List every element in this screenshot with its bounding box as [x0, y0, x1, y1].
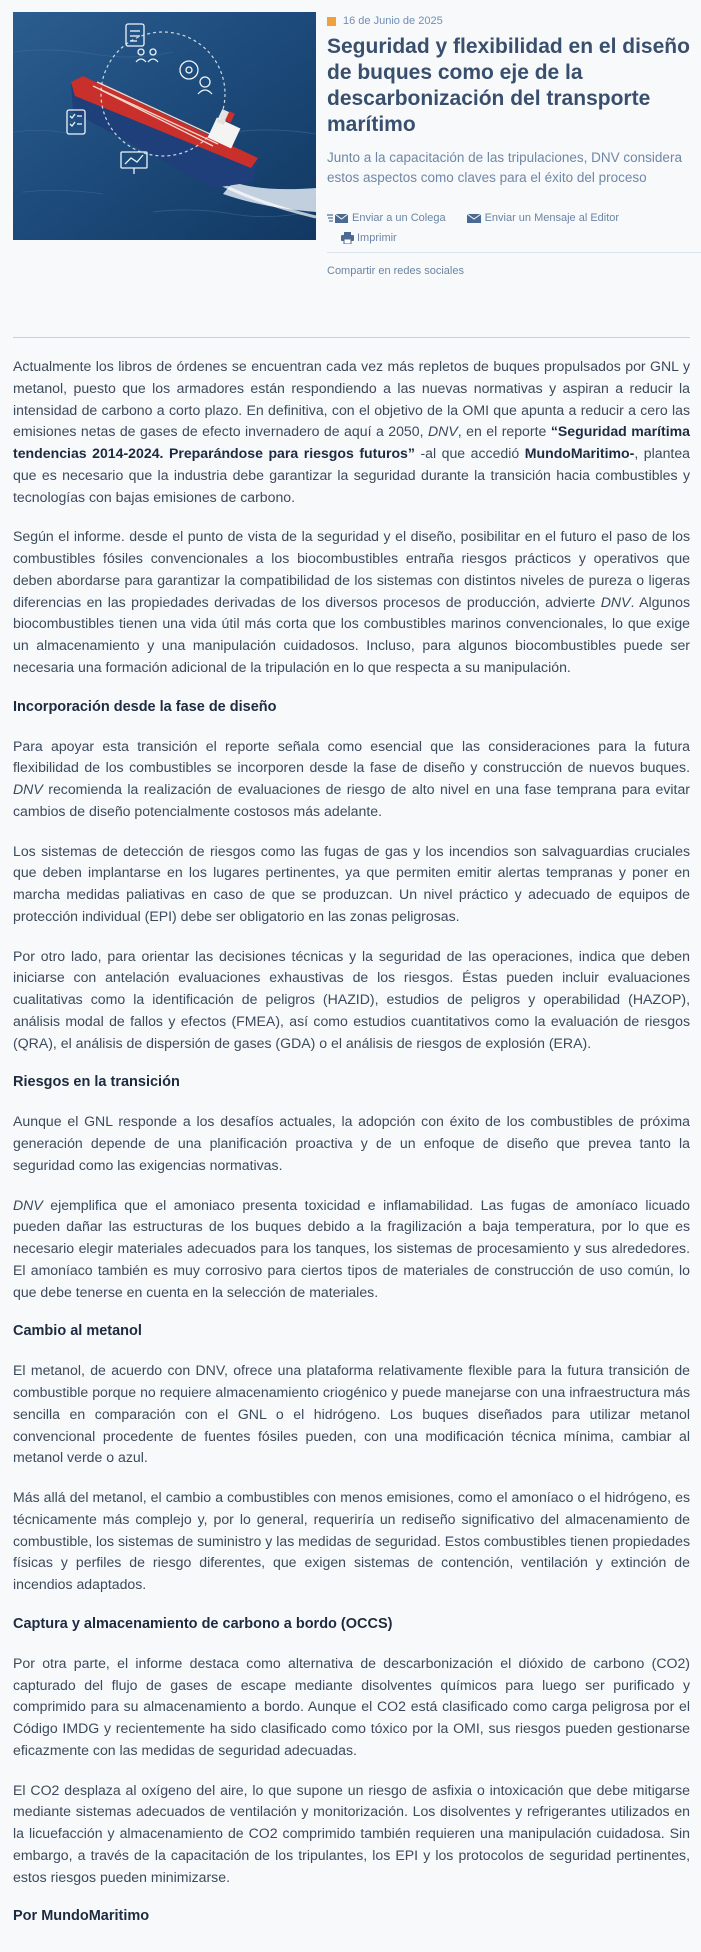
org-name: DNV: [600, 593, 631, 610]
send-to-editor-label: Enviar un Mensaje al Editor: [484, 212, 620, 224]
paragraph-10: Por otra parte, el informe destaca como alternativa de descarbonización el dióxido de carbono (CO2) capturado del flujo de gases de escape mediante disolventes químicos para luego ser purificado y comprimido para su almacenamiento a bordo. Aunque el CO2 está clasificado como carga peligrosa por el Código IMDG y recientemente ha sido clasificado como tóxico por la OMI, sus riesgos pueden gestionarse eficazmente con las medidas de seguridad adecuadas.: [13, 1654, 690, 1758]
paragraph-2: [13, 526, 690, 678]
forward-mail-icon: [327, 213, 349, 224]
section-heading-methanol: Cambio al metanol: [13, 1323, 142, 1340]
paragraph-4: Los sistemas de detección de riesgos como las fugas de gas y los incendios son salvaguardias cruciales que deben implantarse en los lugares pertinentes, ya que permiten emitir alertas tempranas y poner en marcha medidas paliativas en caso de que se produzcan. Un nivel práctico y adecuado de equipos de protección individual (EPI) debe ser obligatorio en las zonas peligrosas.: [13, 842, 690, 924]
text-segment: -al que accedió: [420, 445, 520, 461]
article-title: Seguridad y flexibilidad en el diseño de buques como eje de la descarbonización del transporte marítimo: [327, 35, 690, 136]
text-segment: ejemplifica que el amoniaco presenta toxicidad e inflamabilidad. Las fugas de amoníaco licuado pueden dañar las estructuras de los buques debido a la fragilización a baja temperatura, por lo que es necesario elegir materiales adecuados para los tanques, los sistemas de procesamiento y sus alrededores. El amoníaco también es muy corrosivo para ciertos tipos de materiales de construcción de uso común, lo que debe tenerse en cuenta en la selección de materiales.: [13, 1196, 690, 1300]
text-segment: , en el reporte: [457, 423, 547, 440]
article-meta: [327, 12, 701, 277]
paragraph-1: [13, 356, 690, 508]
header-divider: [13, 337, 690, 338]
date-marker-icon: [327, 17, 336, 26]
publication-name: MundoMaritimo-: [524, 445, 635, 461]
publish-date: 16 de Junio de 2025: [343, 15, 443, 27]
paragraph-7: [13, 1195, 690, 1304]
article-hero-image: [13, 12, 316, 240]
report-title: “Seguridad marítima tendencias 2014-2024. Preparándose para riesgos futuros”: [13, 423, 690, 461]
text-segment: Actualmente los libros de órdenes se encuentran cada vez más repletos de buques propulsados por GNL y metanol, puesto que los armadores están respondiendo a las nuevas normativas y aspiran a reducir la intensidad de carbono a corto plazo. En definitiva, con el objetivo de la OMI que apunta a reducir a cero las emisiones netas de gases de efecto invernadero de aquí a 2050,: [13, 358, 690, 440]
paragraph-5: Por otro lado, para orientar las decisiones técnicas y la seguridad de las operaciones, indica que deben iniciarse con antelación evaluaciones exhaustivas de los riesgos. Éstas pueden incluir evaluaciones cualitativas como la identificación de peligros (HAZID), estudios de peligros y operabilidad (HAZOP), análisis modal de fallos y efectos (FMEA), así como estudios cuantitativos como la evaluación de riesgos (QRA), el análisis de dispersión de gases (GDA) o el análisis de riesgos de explosión (ERA).: [13, 947, 690, 1051]
org-name: DNV: [427, 423, 458, 440]
org-name: DNV: [13, 1196, 43, 1213]
article-actions: [327, 208, 701, 277]
section-heading-design: Incorporación desde la fase de diseño: [13, 698, 277, 715]
text-segment: Según el informe. desde el punto de vista de la seguridad y el diseño, posibilitar en el futuro el paso de los combustibles fósiles convencionales a los biocombustibles entraña riesgos prácticos y operativos que deben abordarse para garantizar la compatibilidad de los sistemas con distintos niveles de pureza o ligeras diferencias en las propiedades derivadas de los diversos procesos de producción, advierte: [13, 528, 690, 610]
section-heading-occs: Captura y almacenamiento de carbono a bordo (OCCS): [13, 1615, 393, 1632]
send-to-colleague-link[interactable]: [327, 212, 446, 224]
text-segment: Para apoyar esta transición el reporte señala como esencial que las consideraciones para la futura flexibilidad de los combustibles se incorporen desde la fase de diseño y construcción de nuevos buques.: [13, 737, 690, 776]
org-name: DNV: [13, 781, 43, 797]
print-label: Imprimir: [357, 232, 397, 244]
mail-icon: [466, 213, 482, 224]
paragraph-3: [13, 736, 690, 823]
share-social-link[interactable]: Compartir en redes sociales: [327, 265, 464, 277]
paragraph-11: El CO2 desplaza al oxígeno del aire, lo que supone un riesgo de asfixia o intoxicación que debe mitigarse mediante sistemas adecuados de ventilación y monitorización. Los disolventes y refrigerantes utilizados en la licuefacción y almacenamiento de CO2 comprimido también requieren una manipulación cuidadosa. Sin embargo, a través de la capacitación de los tripulantes, los EPI y los protocolos de seguridad pertinentes, estos riesgos pueden minimizarse.: [13, 1781, 690, 1885]
print-row: [327, 228, 701, 248]
meta-divider: [327, 252, 701, 253]
article-header: [13, 12, 692, 332]
date-row: [327, 12, 701, 30]
send-to-editor-link[interactable]: [466, 212, 620, 224]
paragraph-9: Más allá del metanol, el cambio a combustibles con menos emisiones, como el amoníaco o el hidrógeno, es técnicamente más complejo y, por lo general, requeriría un rediseño significativo del almacenamiento de combustible, los sistemas de suministro y las medidas de seguridad. Estos combustibles tienen propiedades físicas y perfiles de riesgo diferentes, que exigen sistemas de contención, ventilación y extinción de incendios adaptados.: [13, 1489, 690, 1592]
paragraph-6: Aunque el GNL responde a los desafíos actuales, la adopción con éxito de los combustibles de próxima generación depende de una planificación proactiva y de un enfoque de diseño que prevea tanto la seguridad como las exigencias normativas.: [13, 1113, 690, 1173]
print-link[interactable]: [341, 232, 397, 244]
text-segment: , plantea que es necesario que la industria debe garantizar la seguridad durante la transición hacia combustibles y tecnologías con bajas emisiones de carbono.: [13, 445, 690, 505]
ship-at-sea-image: [13, 12, 316, 240]
paragraph-8: El metanol, de acuerdo con DNV, ofrece una plataforma relativamente flexible para la futura transición de combustible porque no requiere almacenamiento criogénico y puede manejarse con una infraestructura más sencilla en comparación con el GNL o el hidrógeno. Los buques diseñados para utilizar metanol convencional procedente de fuentes fósiles pueden, con una modificación técnica mínima, cambiar al metanol verde o azul.: [13, 1362, 690, 1466]
text-segment: . Algunos biocombustibles tienen una vida útil más corta que los combustibles marinos convencionales, lo que exige un almacenamiento y una manipulación cuidadosos. Incluso, para algunos biocombustibles puede ser necesaria una formación adicional de la tripulación en lo que respecta a su manipulación.: [13, 593, 690, 675]
send-actions: [327, 208, 701, 228]
text-segment: recomienda la realización de evaluaciones de riesgo de alto nivel en una fase temprana para evitar cambios de diseño potencialmente costosos más adelante.: [13, 781, 690, 819]
printer-icon: [341, 232, 354, 244]
article-body: [13, 356, 690, 1946]
article-subtitle: Junto a la capacitación de las tripulaciones, DNV considera estos aspectos como claves para el éxito del proceso: [327, 150, 682, 185]
section-heading-risks: Riesgos en la transición: [13, 1074, 180, 1091]
article-author: Por MundoMaritimo: [13, 1908, 150, 1925]
send-to-colleague-label: Enviar a un Colega: [352, 212, 446, 224]
